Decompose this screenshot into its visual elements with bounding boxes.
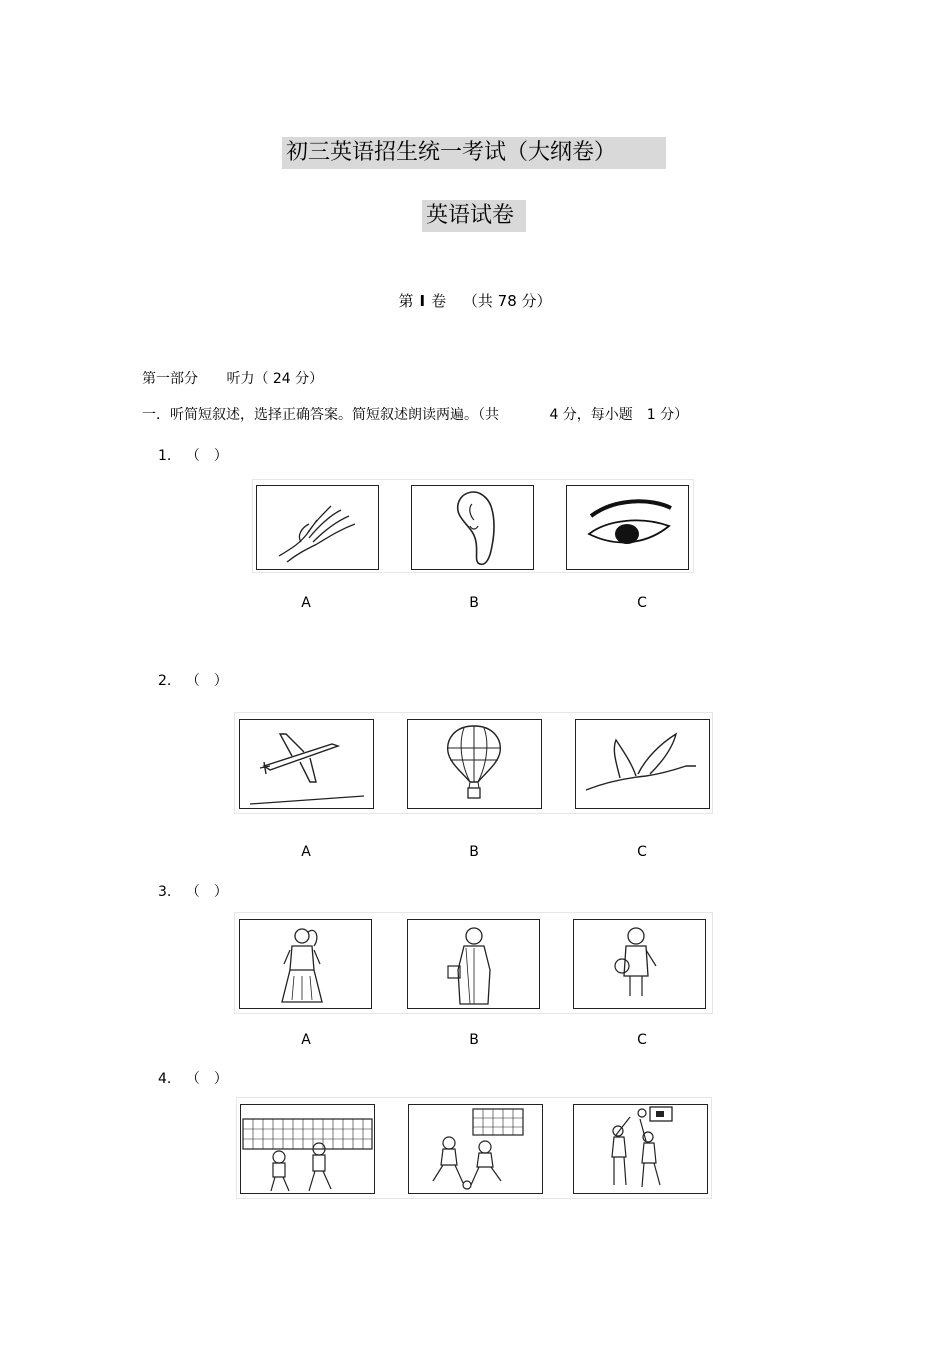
question-number: 2.	[158, 673, 172, 689]
instruction-points: 4 分，每小题 1 分）	[549, 407, 689, 423]
basketball-icon	[574, 1105, 707, 1193]
option-3a-picture[interactable]	[239, 919, 372, 1009]
option-2b-picture[interactable]	[407, 719, 542, 809]
option-label: C	[637, 595, 647, 611]
hand-icon	[257, 486, 378, 569]
question-number: 4.	[158, 1071, 172, 1087]
answer-blank[interactable]: （ ）	[185, 673, 228, 689]
question-1	[158, 445, 228, 465]
option-4a-picture[interactable]	[240, 1104, 375, 1194]
question-4	[158, 1068, 228, 1088]
section-name: 听力（ 24 分）	[226, 371, 324, 387]
exam-subtitle: 英语试卷	[422, 200, 526, 232]
volume-numeral: I	[419, 292, 426, 310]
option-2c-picture[interactable]	[575, 719, 710, 809]
question-number: 3.	[158, 884, 172, 900]
section-heading	[142, 368, 323, 388]
option-label: B	[469, 595, 479, 611]
option-label: A	[301, 595, 311, 611]
option-label: C	[637, 844, 647, 860]
section-part: 第一部分	[142, 371, 198, 387]
ear-icon	[412, 486, 533, 569]
woman-with-bag-icon	[408, 920, 539, 1008]
option-4b-picture[interactable]	[408, 1104, 543, 1194]
option-label: A	[301, 1032, 311, 1048]
volume-suffix: 卷	[431, 292, 447, 310]
crane-bird-icon	[576, 720, 709, 808]
option-label: A	[301, 844, 311, 860]
option-3b-picture[interactable]	[407, 919, 540, 1009]
girl-icon	[240, 920, 371, 1008]
option-2a-picture[interactable]	[239, 719, 374, 809]
volume-heading	[0, 290, 950, 311]
answer-blank[interactable]: （ ）	[185, 448, 228, 464]
instruction-line	[142, 404, 688, 424]
option-4c-picture[interactable]	[573, 1104, 708, 1194]
volume-points: （共 78 分）	[462, 292, 552, 310]
answer-blank[interactable]: （ ）	[185, 1071, 228, 1087]
hot-air-balloon-icon	[408, 720, 541, 808]
volume-prefix: 第	[398, 292, 414, 310]
volleyball-icon	[241, 1105, 374, 1193]
instruction-main: 一．听简短叙述，选择正确答案。简短叙述朗读两遍。（共	[142, 407, 499, 423]
question-3	[158, 881, 228, 901]
option-1a-picture[interactable]	[256, 485, 379, 570]
airplane-icon	[240, 720, 373, 808]
option-1b-picture[interactable]	[411, 485, 534, 570]
boy-with-ball-icon	[574, 920, 705, 1008]
option-label: C	[637, 1032, 647, 1048]
football-icon	[409, 1105, 542, 1193]
option-label: B	[469, 1032, 479, 1048]
option-3c-picture[interactable]	[573, 919, 706, 1009]
exam-title: 初三英语招生统一考试（大纲卷）	[282, 137, 666, 169]
answer-blank[interactable]: （ ）	[185, 884, 228, 900]
question-2	[158, 670, 228, 690]
eye-icon	[567, 486, 688, 569]
question-number: 1.	[158, 448, 172, 464]
option-1c-picture[interactable]	[566, 485, 689, 570]
option-label: B	[469, 844, 479, 860]
